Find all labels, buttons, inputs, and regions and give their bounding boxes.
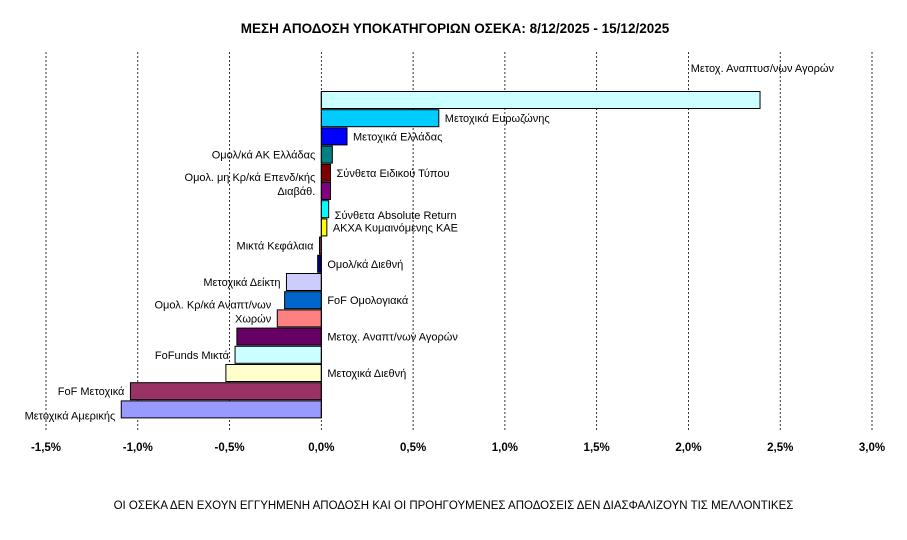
x-tick-label: 3,0% bbox=[858, 442, 886, 454]
bar-label: FoFunds Μικτά bbox=[154, 349, 230, 362]
bar bbox=[321, 110, 438, 127]
bar-label: Μετοχ. Αναπτ/νων Αγορών bbox=[327, 331, 458, 344]
x-tick-label: 2,5% bbox=[767, 442, 794, 454]
x-tick-labels-group bbox=[31, 442, 885, 454]
bar bbox=[121, 401, 321, 418]
bar bbox=[321, 164, 330, 181]
bar-label: Μικτά Κεφάλαια bbox=[236, 240, 314, 253]
bar-label: FoF Μετοχικά bbox=[57, 386, 125, 399]
bar bbox=[321, 219, 327, 236]
bar bbox=[318, 255, 322, 272]
bar-label: Ομολ. μη Κρ/κά Επενδ/κής Διαβάθ. bbox=[184, 172, 316, 198]
x-tick-label: 2,0% bbox=[675, 442, 702, 454]
bar bbox=[130, 383, 321, 400]
x-tick-label: 0,0% bbox=[308, 442, 335, 454]
bar bbox=[235, 346, 321, 363]
bar-label: Μετοχικά Ευρωζώνης bbox=[444, 113, 550, 126]
bar-label: Μετοχ. Αναπτυσ/νων Αγορών bbox=[690, 63, 835, 75]
bar-label: ΑΚΧΑ Κυμαινόμενης ΚΑΕ bbox=[332, 222, 458, 235]
x-tick-label: -0,5% bbox=[214, 442, 245, 454]
bar bbox=[321, 146, 332, 163]
x-tick-label: 1,0% bbox=[491, 442, 518, 454]
bar bbox=[237, 328, 321, 345]
chart-title: ΜΕΣΗ ΑΠΟΔΟΣΗ ΥΠΟΚΑΤΗΓΟΡΙΩΝ ΟΣΕΚΑ: 8/12/2025 - 15/12/2025 bbox=[240, 21, 670, 36]
bar-label: Ομολ/κά Διεθνή bbox=[327, 258, 404, 271]
x-tick-label: 0,5% bbox=[400, 442, 427, 454]
disclaimer-footnote: ΟΙ ΟΣΕΚΑ ΔΕΝ ΕΧΟΥΝ ΕΓΓΥΗΜΕΝΗ ΑΠΟΔΟΣΗ ΚΑΙ ΟΙ ΠΡΟΗΓΟΥΜΕΝΕΣ ΑΠΟΔΟΣΕΙΣ ΔΕΝ ΔΙΑΣΦΑΛΙΖΟΥΝ ΤΙΣ ΜΕΛΛΟΝΤΙΚΕΣ bbox=[113, 500, 794, 512]
bar-label: Μετοχικά Δείκτη bbox=[203, 277, 281, 289]
x-tick-label: -1,5% bbox=[30, 442, 62, 454]
bar-label: Μετοχικά Ελλάδας bbox=[353, 131, 443, 144]
bar bbox=[286, 274, 321, 291]
bar-label: Μετοχικά Αμερικής bbox=[24, 410, 116, 423]
bar-label: FoF Ομολογιακά bbox=[327, 295, 409, 308]
bar bbox=[285, 292, 322, 309]
bar bbox=[226, 365, 321, 382]
bar bbox=[321, 92, 760, 109]
bar bbox=[321, 128, 347, 145]
bar bbox=[321, 201, 328, 218]
bar bbox=[277, 310, 321, 327]
x-tick-label: -1,0% bbox=[122, 442, 153, 454]
bar bbox=[321, 183, 330, 200]
bar-label: Ομολ. Κρ/κά Αναπτ/νων Χωρών bbox=[154, 299, 272, 326]
bar-label: Ομολ/κά ΑΚ Ελλάδας bbox=[211, 149, 316, 162]
x-tick-label: 1,5% bbox=[583, 442, 610, 454]
bar-label: Σύνθετα Absolute Return bbox=[334, 210, 457, 223]
bar-label: Μετοχικά Διεθνή bbox=[327, 368, 407, 380]
bar-label: Σύνθετα Ειδικού Τύπου bbox=[336, 167, 450, 180]
